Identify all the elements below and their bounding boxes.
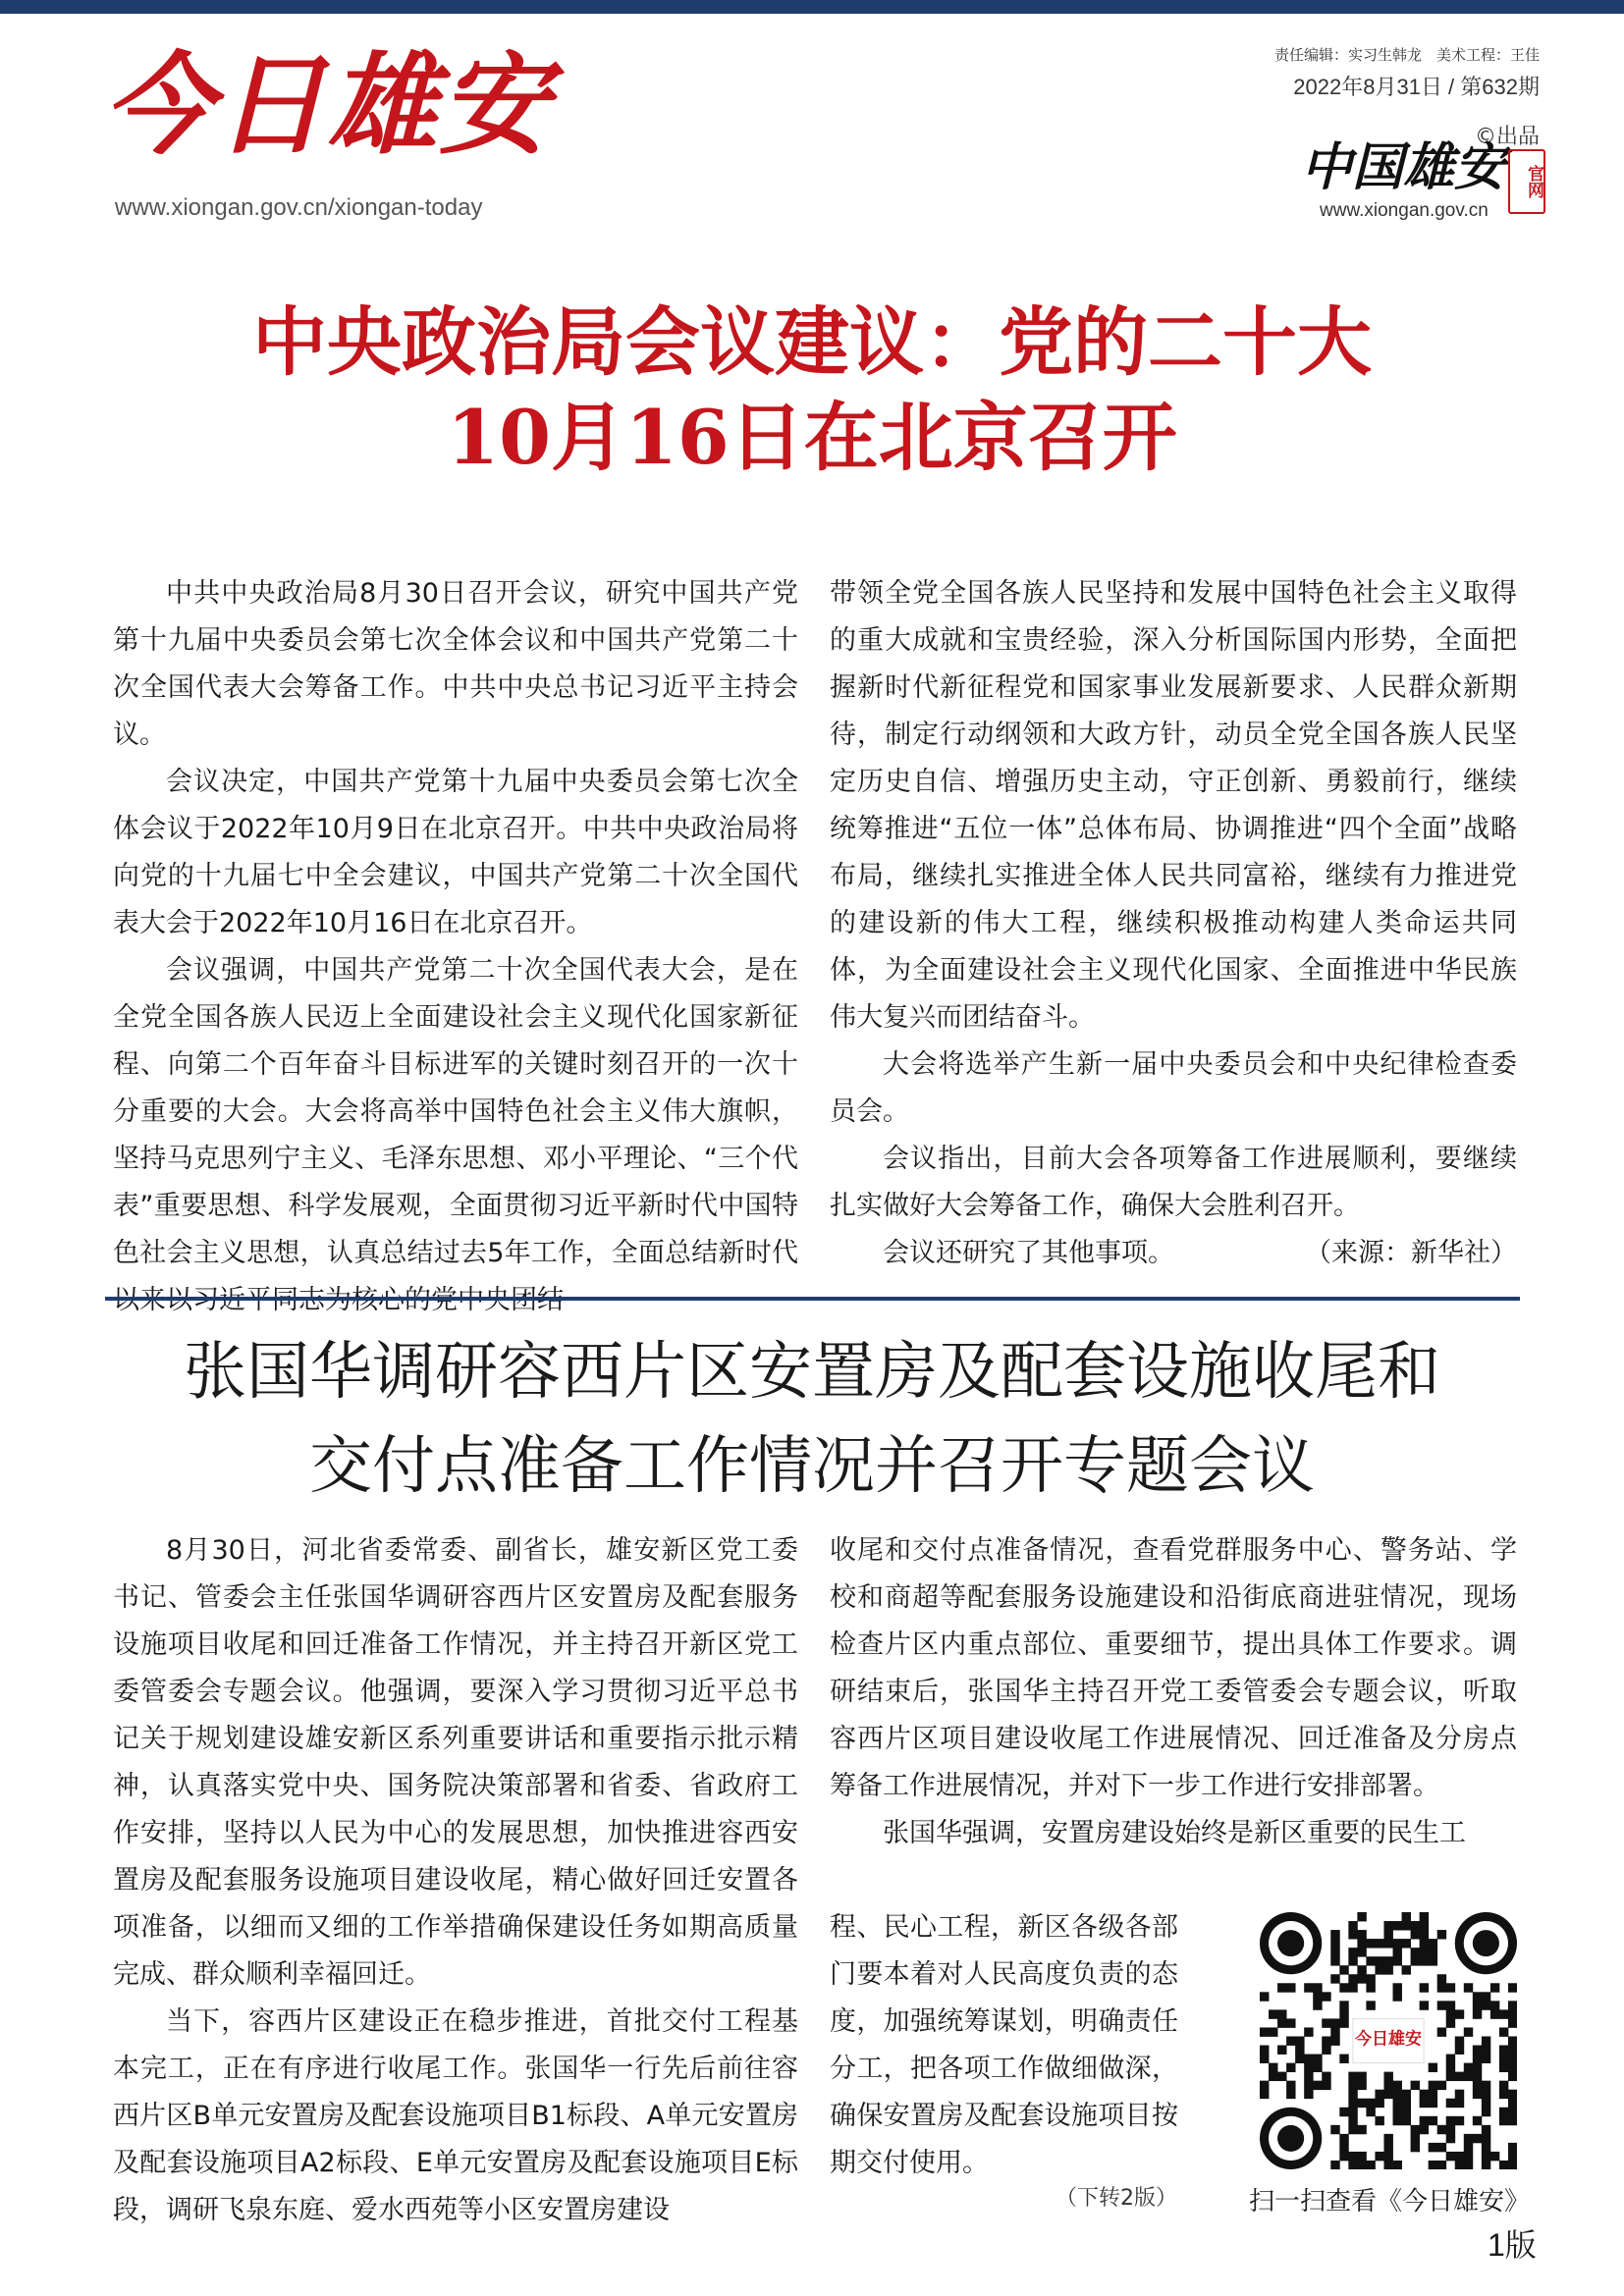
qr-code-graphic [1260,1912,1517,2169]
source-credit: （来源：新华社） [1305,1238,1517,1268]
partner-seal: 官网 [1508,149,1545,214]
issue-date: 2022年8月31日 / 第632期 [1293,75,1540,99]
lead-headline-line2: 10月16日在北京召开 [447,394,1177,481]
editors-credit: 责任编辑：实习生韩龙 美术工程：王佳 [1273,46,1540,64]
second-headline [88,1325,1536,1514]
qr-center-label: 今日雄安 [1355,2029,1422,2050]
paragraph-continuation: 带领全党全国各族人民坚持和发展中国特色社会主义取得的重大成就和宝贵经验，深入分析国际国内形势，全面把握新时代新征程党和国家事业发展新要求、人民群众新期待，制定行动纲领和大政方针，动员全党全国各族人民坚定历史自信、增强历史主动，守正创新、勇毅前行，继续统筹推进“五位一体”总体布局、协调推进“四个全面”战略布局，继续扎实推进全体人民共同富裕，继续有力推进党的建设新的伟大工程，继续积极推动构建人类命运共同体，为全面建设社会主义现代化国家、全面推进中华民族伟大复兴而团结奋斗。 [830,578,1517,1033]
paragraph: 会议指出，目前大会各项筹备工作进展顺利，要继续扎实做好大会筹备工作，确保大会胜利召开。 [830,1144,1517,1221]
second-headline-line1: 张国华调研容西片区安置房及配套设施收尾和 [184,1336,1440,1409]
lead-headline [88,294,1536,485]
paragraph: 会议还研究了其他事项。 [883,1238,1174,1268]
paragraph: 当下，容西片区建设正在稳步推进，首批交付工程基本完工，正在有序进行收尾工作。张国华一行先后前往容西片区B单元安置房及配套设施项目B1标段、A单元安置房及配套设施项目A2标段、E单元安置房及配套设施项目E标段，调研飞泉东庭、爱水西苑等小区安置房建设 [113,2006,798,2225]
continued-note: （下转2版） [1056,2186,1177,2211]
paragraph-continuation: 收尾和交付点准备情况，查看党群服务中心、警务站、学校和商超等配套服务设施建设和沿街底商进驻情况，现场检查片区内重点部位、重要细节，提出具体工作要求。调研结束后，张国华主持召开党工委管委会专题会议，听取容西片区项目建设收尾工作进展情况、回迁准备及分房点筹备工作进展情况，并对下一步工作进行安排部署。 [830,1535,1517,1801]
second-headline-line2: 交付点准备工作情况并召开专题会议 [309,1430,1315,1503]
partner-logo: 中国雄安 [1301,137,1506,197]
paragraph-head: 张国华强调，安置房建设始终是新区重要的民生工 [883,1818,1466,1848]
top-bar [0,0,1624,14]
paragraph-tail: 程、民心工程，新区各级各部门要本着对人民高度负责的态度，加强统筹谋划，明确责任分工，把各项工作做细做深，确保安置房及配套设施项目按期交付使用。 [830,1912,1178,2178]
partner-url[interactable]: www.xiongan.gov.cn [1320,200,1489,221]
lead-article-column-2 [830,570,1517,1277]
page-number: 1版 [1488,2227,1537,2263]
paragraph: 会议决定，中国共产党第十九届中央委员会第七次全体会议于2022年10月9日在北京召开。中共中央政治局将向党的十九届七中全会建议，中国共产党第二十次全国代表大会于2022年10月16日在北京召开。 [113,767,798,938]
paragraph: 中共中央政治局8月30日召开会议，研究中国共产党第十九届中央委员会第七次全体会议和中国共产党第二十次全国代表大会筹备工作。中共中央总书记习近平主持会议。 [113,578,798,750]
masthead-title: 今日雄安 [103,41,551,170]
lead-article-column-1 [113,570,798,1324]
paragraph: 8月30日，河北省委常委、副省长，雄安新区党工委书记、管委会主任张国华调研容西片区安置房及配套服务设施项目收尾和回迁准备工作情况，并主持召开新区党工委管委会专题会议。他强调，要深入学习贯彻习近平总书记关于规划建设雄安新区系列重要讲话和重要指示批示精神，认真落实党中央、国务院决策部署和省委、省政府工作安排，坚持以人民为中心的发展思想，加快推进容西安置房及配套服务设施项目建设收尾，精心做好回迁安置各项准备，以细而又细的工作举措确保建设任务如期高质量完成、群众顺利幸福回迁。 [113,1535,798,1990]
lead-headline-line1: 中央政治局会议建议：党的二十大 [252,298,1372,386]
qr-code[interactable] [1260,1912,1517,2169]
second-article-column-1 [113,1527,798,2234]
producer-label: ©出品 [1474,125,1540,149]
second-article-column-2-wrap [830,1904,1178,2187]
second-article-column-2 [830,1527,1517,1857]
qr-caption: 扫一扫查看《今日雄安》 [1249,2187,1531,2216]
paragraph: 会议强调，中国共产党第二十次全国代表大会，是在全党全国各族人民迈上全面建设社会主义现代化国家新征程、向第二个百年奋斗目标进军的关键时刻召开的一次十分重要的大会。大会将高举中国特色社会主义伟大旗帜，坚持马克思列宁主义、毛泽东思想、邓小平理论、“三个代表”重要思想、科学发展观，全面贯彻习近平新时代中国特色社会主义思想，认真总结过去5年工作，全面总结新时代 [113,955,798,1268]
section-divider [105,1297,1520,1301]
masthead-url[interactable]: www.xiongan.gov.cn/xiongan-today [115,194,483,221]
paragraph: 大会将选举产生新一届中央委员会和中央纪律检查委员会。 [830,1049,1517,1127]
